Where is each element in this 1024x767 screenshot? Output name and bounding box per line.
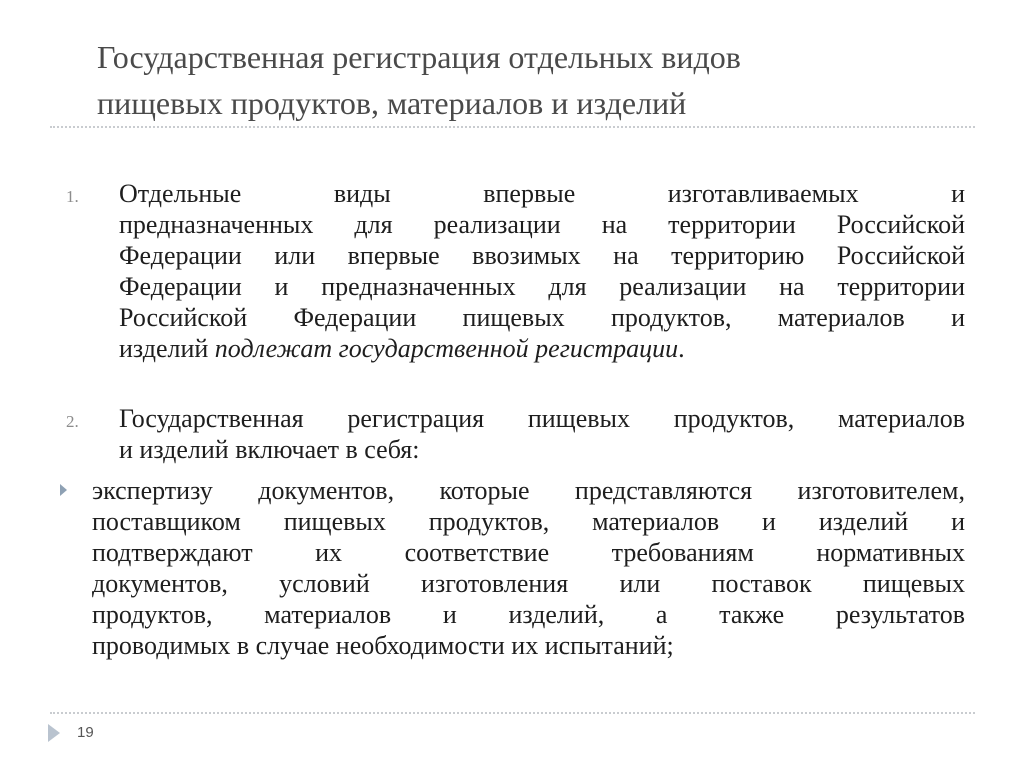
- bullet-line: экспертизу документов, которые представляются изготовителем,: [92, 476, 965, 505]
- item-1-emphasis: подлежат государственной регистрации: [214, 334, 679, 363]
- item-1-line: предназначенных для реализации на территории Российской: [119, 210, 965, 239]
- item-2-number: 2.: [66, 412, 79, 431]
- bullet-line: продуктов, материалов и изделий, а также результатов: [92, 600, 965, 629]
- item-1-paragraph: [119, 178, 965, 364]
- bullet-line: проводимых в случае необходимости их испытаний;: [92, 631, 674, 660]
- item-1-line: Федерации или впервые ввозимых на территорию Российской: [119, 241, 965, 270]
- page-number: 19: [77, 724, 94, 741]
- bullet-line: документов, условий изготовления или поставок пищевых: [92, 569, 965, 598]
- item-1-last-line: [119, 333, 965, 364]
- item-1-line: Российской Федерации пищевых продуктов, материалов и: [119, 303, 965, 332]
- slide-title: [97, 34, 997, 126]
- title-line-1: Государственная регистрация отдельных видов: [97, 39, 741, 75]
- title-line-2: пищевых продуктов, материалов и изделий: [97, 85, 687, 121]
- item-1-line: Отдельные виды впервые изготавливаемых и: [119, 179, 965, 208]
- item-2-line: и изделий включает в себя:: [119, 435, 420, 464]
- item-2-line: Государственная регистрация пищевых продуктов, материалов: [119, 404, 965, 433]
- item-1-line: Федерации и предназначенных для реализации на территории: [119, 272, 965, 301]
- footer-divider: [50, 712, 975, 714]
- page-arrow-icon: [48, 724, 60, 742]
- bullet-line: подтверждают их соответствие требованиям нормативных: [92, 538, 965, 567]
- item-1-last-prefix: изделий: [119, 334, 215, 363]
- title-divider: [50, 126, 975, 128]
- item-1-last-suffix: .: [678, 334, 685, 363]
- bullet-arrow-icon: [60, 484, 67, 496]
- bullet-paragraph: [92, 475, 965, 661]
- item-1-number: 1.: [66, 187, 79, 206]
- item-2-paragraph: [119, 403, 965, 465]
- bullet-line: поставщиком пищевых продуктов, материалов и изделий и: [92, 507, 965, 536]
